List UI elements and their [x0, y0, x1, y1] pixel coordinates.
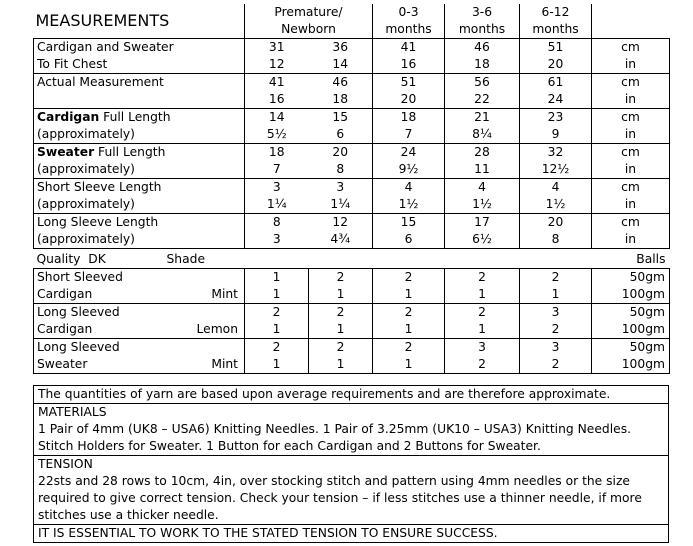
- yarn-item-label: Long Sleeved Cardigan: [34, 304, 164, 339]
- measurement-value: 41 16: [245, 74, 309, 109]
- yarn-row: [34, 339, 670, 374]
- measurement-units: cm in: [592, 74, 670, 109]
- tension-section: [34, 456, 668, 525]
- measurement-value: 12 4¾: [309, 214, 373, 249]
- measurement-units: cm in: [592, 179, 670, 214]
- measurement-value: 61 24: [520, 74, 592, 109]
- yarn-balls: 50gm 100gm: [592, 269, 670, 304]
- measurement-value: 4 1½: [373, 179, 445, 214]
- measurement-value: 20 8: [520, 214, 592, 249]
- measurement-value: 23 9: [520, 109, 592, 144]
- measurement-row: [34, 39, 670, 74]
- measurement-value: 3 1¼: [245, 179, 309, 214]
- measurement-value: 21 8¼: [445, 109, 520, 144]
- yarn-quantity: 2 1: [373, 269, 445, 304]
- yarn-item-label: Short Sleeved Cardigan: [34, 269, 164, 304]
- units-header: [592, 4, 670, 39]
- quantities-note: The quantities of yarn are based upon average requirements and are therefore approximate.: [34, 386, 668, 404]
- measurement-value: 56 22: [445, 74, 520, 109]
- size-header-6-12: 6-12 months: [520, 4, 592, 39]
- yarn-balls: 50gm 100gm: [592, 339, 670, 374]
- measurement-value: 4 1½: [520, 179, 592, 214]
- yarn-quantity: 2 1: [245, 339, 309, 374]
- measurement-value: 41 16: [373, 39, 445, 74]
- measurement-value: 31 12: [245, 39, 309, 74]
- measurement-value: 15 6: [373, 214, 445, 249]
- measurement-label-bold: Sweater: [37, 145, 95, 159]
- tension-text: 22sts and 28 rows to 10cm, 4in, over stocking stitch and pattern using 4mm needles or the size required to give correct tension. Check your tension – if less stitches use a thinner needle, if more stitches use a thicker needle.: [38, 474, 642, 522]
- measurement-value: 15 6: [309, 109, 373, 144]
- measurement-value: 8 3: [245, 214, 309, 249]
- materials-text: 1 Pair of 4mm (UK8 – USA6) Knitting Needles. 1 Pair of 3.25mm (UK10 – USA3) Knitting Needles. Stitch Holders for Sweater. 1 Button for each Cardigan and 2 Buttons for Sweater.: [38, 422, 632, 453]
- yarn-quantity: 2 1: [445, 269, 520, 304]
- measurements-title: MEASUREMENTS: [34, 4, 245, 39]
- measurement-value: 51 20: [373, 74, 445, 109]
- measurement-row: [34, 214, 670, 249]
- measurement-row: [34, 74, 670, 109]
- measurement-value: 20 8: [309, 144, 373, 179]
- yarn-quantity: 2 1: [309, 339, 373, 374]
- yarn-table: [33, 251, 670, 374]
- measurement-label: Long Sleeve Length (approximately): [34, 214, 245, 249]
- measurements-header-row: [34, 4, 670, 39]
- tension-heading: TENSION: [38, 457, 93, 471]
- measurement-row: [34, 144, 670, 179]
- notes-box: [33, 385, 669, 543]
- measurement-label: Actual Measurement: [34, 74, 245, 109]
- measurement-label: Sweater Full Length (approximately): [34, 144, 245, 179]
- yarn-balls: 50gm 100gm: [592, 304, 670, 339]
- yarn-quantity: 2 1: [445, 304, 520, 339]
- measurement-value: 14 5½: [245, 109, 309, 144]
- measurement-value: 17 6½: [445, 214, 520, 249]
- yarn-row: [34, 304, 670, 339]
- materials-section: [34, 404, 668, 456]
- measurement-value: 3 1¼: [309, 179, 373, 214]
- yarn-shade: Mint: [164, 269, 245, 304]
- measurement-value: 32 12½: [520, 144, 592, 179]
- yarn-quantity: 2 1: [520, 269, 592, 304]
- yarn-item-label: Long Sleeved Sweater: [34, 339, 164, 374]
- measurement-value: 18 7: [245, 144, 309, 179]
- measurement-label: Cardigan Full Length (approximately): [34, 109, 245, 144]
- size-header-3-6: 3-6 months: [445, 4, 520, 39]
- measurement-value: 36 14: [309, 39, 373, 74]
- measurement-row: [34, 109, 670, 144]
- yarn-row: [34, 269, 670, 304]
- measurement-units: cm in: [592, 109, 670, 144]
- measurement-label: Cardigan and Sweater To Fit Chest: [34, 39, 245, 74]
- yarn-quantity: 3 2: [520, 339, 592, 374]
- measurement-value: 51 20: [520, 39, 592, 74]
- measurements-table: [33, 4, 670, 249]
- quality-label: Quality DK: [36, 252, 106, 266]
- yarn-quantity: 1 1: [245, 269, 309, 304]
- yarn-quantity: 2 1: [373, 304, 445, 339]
- measurement-value: 46 18: [309, 74, 373, 109]
- measurement-units: cm in: [592, 39, 670, 74]
- yarn-quantity: 2 1: [373, 339, 445, 374]
- measurement-value: 18 7: [373, 109, 445, 144]
- measurement-label: Short Sleeve Length (approximately): [34, 179, 245, 214]
- yarn-quantity: 3 2: [445, 339, 520, 374]
- measurement-value: 24 9½: [373, 144, 445, 179]
- yarn-header-row: [34, 251, 670, 269]
- measurement-value: 4 1½: [445, 179, 520, 214]
- measurement-value: 46 18: [445, 39, 520, 74]
- measurement-value: 28 11: [445, 144, 520, 179]
- yarn-shade: Lemon: [164, 304, 245, 339]
- yarn-quantity: 2 1: [309, 269, 373, 304]
- yarn-shade: Mint: [164, 339, 245, 374]
- yarn-quantity: 2 1: [245, 304, 309, 339]
- measurement-label-bold: Cardigan: [37, 110, 100, 124]
- measurement-row: [34, 179, 670, 214]
- size-header-0-3: 0-3 months: [373, 4, 445, 39]
- essential-note: IT IS ESSENTIAL TO WORK TO THE STATED TENSION TO ENSURE SUCCESS.: [38, 526, 498, 540]
- yarn-quantity: 3 2: [520, 304, 592, 339]
- balls-label: Balls: [636, 252, 666, 266]
- shade-label: Shade: [166, 252, 206, 266]
- measurement-units: cm in: [592, 144, 670, 179]
- yarn-quantity: 2 1: [309, 304, 373, 339]
- measurement-units: cm in: [592, 214, 670, 249]
- size-header-newborn: Premature/ Newborn: [245, 4, 373, 39]
- materials-heading: MATERIALS: [38, 405, 107, 419]
